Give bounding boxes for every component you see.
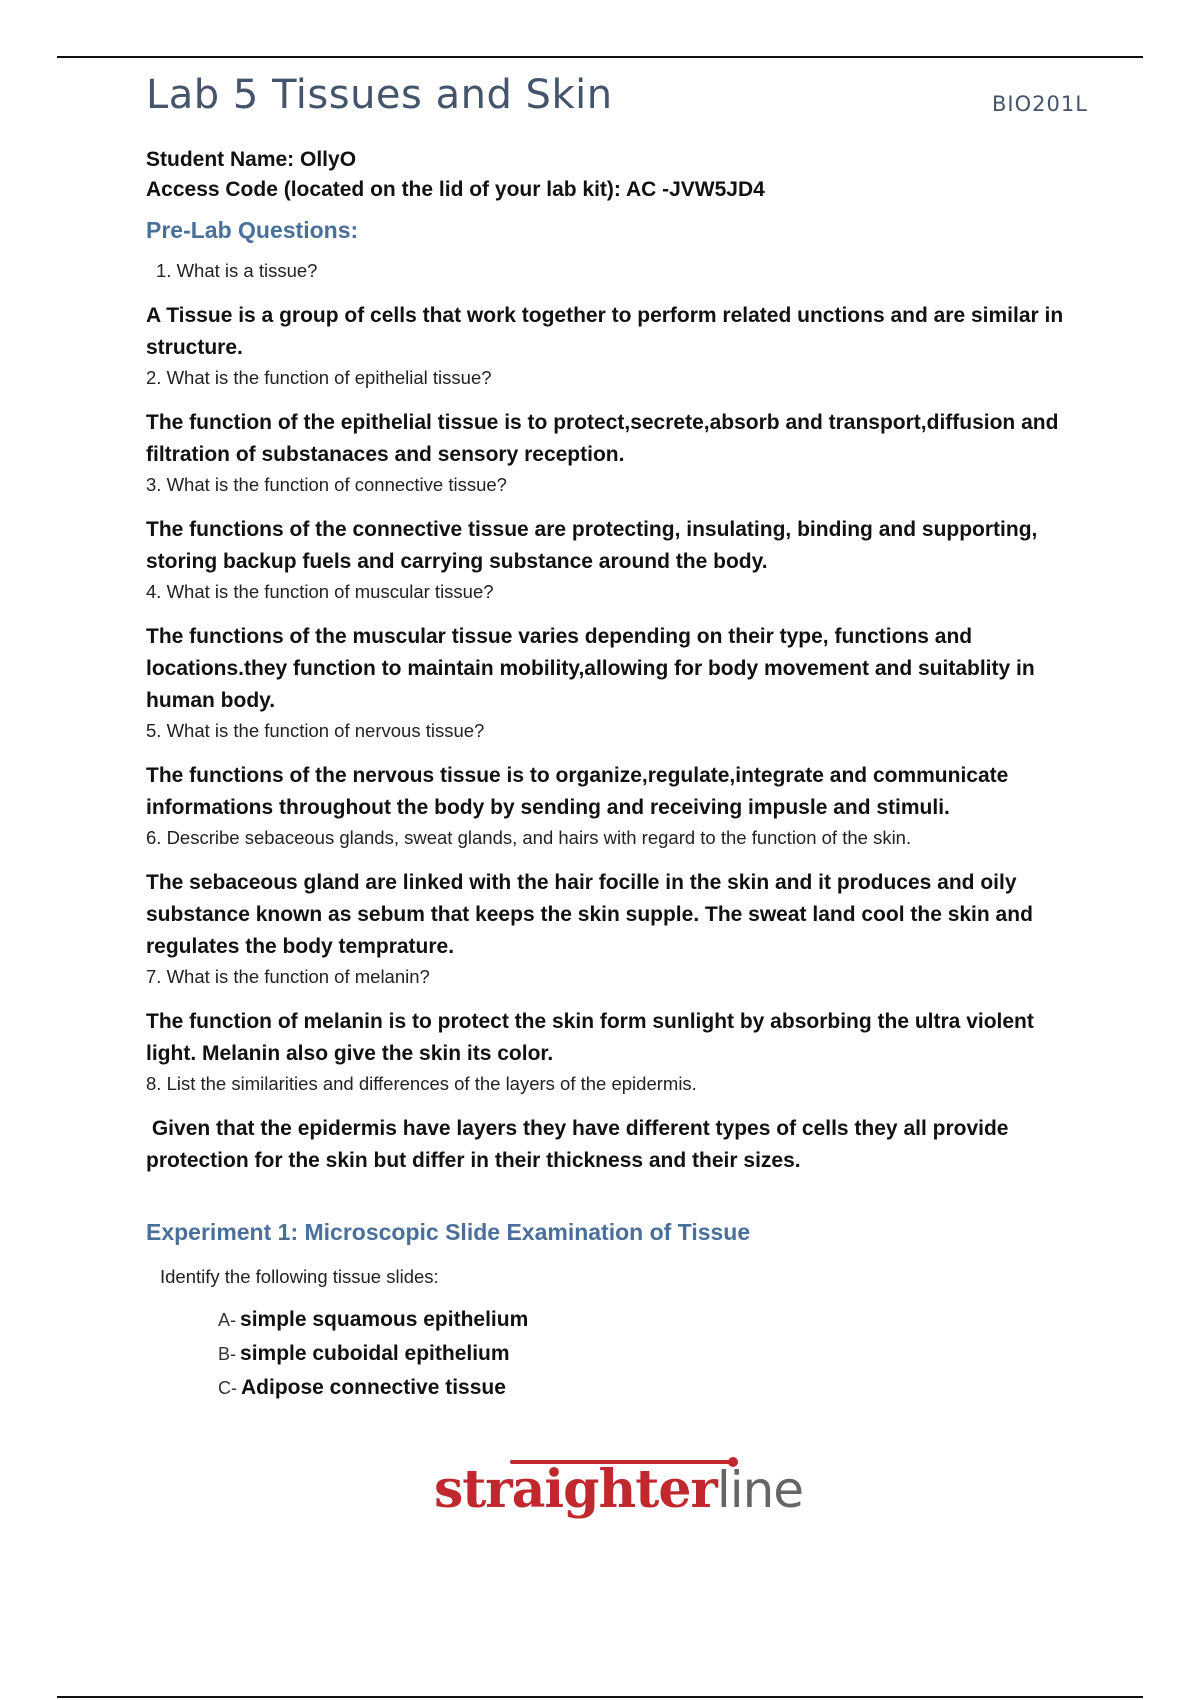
- slide-answer-list: [218, 1304, 1086, 1406]
- dash-glyph: -: [230, 1310, 237, 1330]
- top-rule: [57, 56, 1143, 58]
- answer-text: The functions of the nervous tissue is to organize,regulate,integrate and communicate informations throughout the body by sending and receiving impusle and stimuli.: [146, 764, 1015, 819]
- dash-glyph: -: [230, 1344, 237, 1364]
- answer-text: The functions of the muscular tissue varies depending on their type, functions and locations.they function to maintain mobility,allowing for body movement and suitablity in human body.: [146, 625, 1041, 712]
- prelab-heading: Pre-Lab Questions:: [146, 217, 359, 243]
- question-text: 8. List the similarities and differences of the layers of the epidermis.: [146, 1073, 697, 1094]
- question-item-2: [146, 364, 1086, 471]
- answer-text: A Tissue is a group of cells that work together to perform related unctions and are similar in structure.: [146, 304, 1070, 359]
- document-body: [146, 145, 1086, 1406]
- question-item-5: [146, 717, 1086, 824]
- logo-wordmark: [434, 1460, 803, 1533]
- answer-text: Given that the epidermis have layers they have different types of cells they all provide protection for the skin but differ in their thickness and their sizes.: [146, 1117, 1015, 1172]
- question-text: 2. What is the function of epithelial tissue?: [146, 367, 492, 388]
- question-item-1: [146, 257, 1086, 364]
- question-item-3: [146, 471, 1086, 578]
- question-text: 4. What is the function of muscular tissue?: [146, 581, 494, 602]
- question-text: 1. What is a tissue?: [156, 260, 318, 281]
- answer-text: The functions of the connective tissue are protecting, insulating, binding and supporting, storing backup fuels and carrying substance around the body.: [146, 518, 1044, 573]
- slide-letter: B: [218, 1344, 231, 1364]
- question-item-7: [146, 963, 1086, 1070]
- logo-wordmark-strong: straighter: [434, 1459, 717, 1520]
- question-text: 6. Describe sebaceous glands, sweat glands, and hairs with regard to the function of the skin.: [146, 827, 912, 848]
- question-item-6: [146, 824, 1086, 963]
- question-item-8: [146, 1070, 1086, 1177]
- slide-letter: A: [218, 1310, 231, 1330]
- access-code: Access Code (located on the lid of your lab kit): AC -JVW5JD4: [146, 178, 765, 201]
- logo-wordmark-light: line: [716, 1461, 804, 1519]
- question-text: 3. What is the function of connective tissue?: [146, 474, 507, 495]
- slide-name: simple squamous epithelium: [240, 1308, 529, 1331]
- experiment-instruction: Identify the following tissue slides:: [160, 1266, 439, 1287]
- student-name: Student Name: OllyO: [146, 148, 357, 171]
- slide-item-b: [218, 1338, 1086, 1372]
- slide-item-a: [218, 1304, 1086, 1338]
- experiment-1-heading: Experiment 1: Microscopic Slide Examination of Tissue: [146, 1219, 751, 1245]
- bottom-rule: [57, 1696, 1143, 1698]
- question-item-4: [146, 578, 1086, 717]
- slide-name: simple cuboidal epithelium: [240, 1342, 510, 1365]
- slide-item-c: [218, 1372, 1086, 1406]
- dash-glyph: -: [231, 1378, 237, 1398]
- answer-text: The function of the epithelial tissue is to protect,secrete,absorb and transport,diffusion and filtration of substanaces and sensory reception.: [146, 411, 1065, 466]
- prelab-question-list: [146, 257, 1086, 1177]
- question-text: 7. What is the function of melanin?: [146, 966, 430, 987]
- course-code: BIO201L: [992, 92, 1088, 116]
- slide-name: Adipose connective tissue: [241, 1376, 506, 1399]
- straighterline-logo: [434, 1456, 814, 1526]
- question-text: 5. What is the function of nervous tissue?: [146, 720, 485, 741]
- document-title: Lab 5 Tissues and Skin: [146, 72, 613, 118]
- answer-text: The sebaceous gland are linked with the hair focille in the skin and it produces and oily substance known as sebum that keeps the skin supple. The sweat land cool the skin and regulates the body temprature.: [146, 871, 1039, 958]
- slide-letter: C: [218, 1378, 231, 1398]
- answer-text: The function of melanin is to protect the skin form sunlight by absorbing the ultra violent light. Melanin also give the skin its color.: [146, 1010, 1040, 1065]
